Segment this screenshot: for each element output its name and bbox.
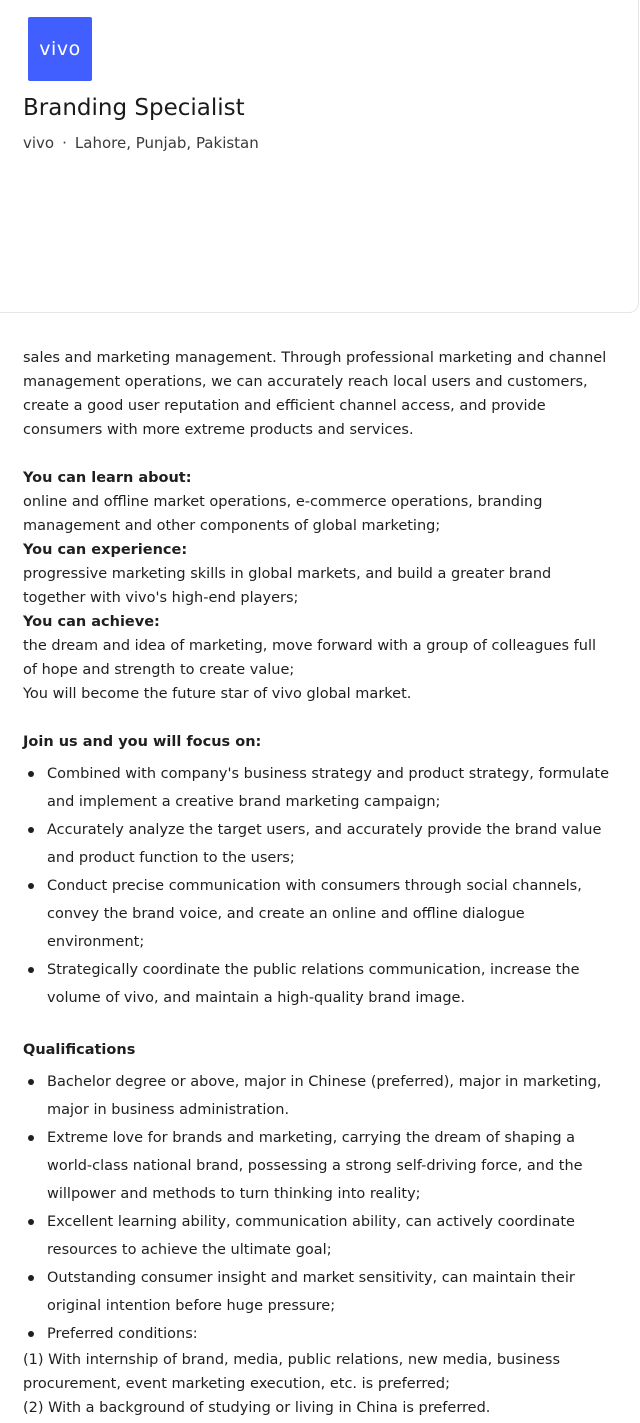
- experience-heading: You can experience:: [23, 542, 188, 558]
- list-item: Outstanding consumer insight and market sensitivity, can maintain their original intention before huge pressure;: [47, 1264, 613, 1320]
- logo-text: vivo: [39, 38, 81, 60]
- achieve-heading: You can achieve:: [23, 614, 160, 630]
- learn-heading: You can learn about:: [23, 470, 192, 486]
- job-description: [23, 346, 613, 1420]
- preferred-condition-2: (2) With a background of studying or living in China is preferred.: [23, 1400, 491, 1416]
- job-location: Lahore, Punjab, Pakistan: [74, 134, 259, 152]
- job-title: Branding Specialist: [23, 95, 245, 121]
- list-item: Bachelor degree or above, major in Chinese (preferred), major in marketing, major in business administration.: [47, 1068, 613, 1124]
- company-logo[interactable]: [28, 17, 92, 81]
- list-item: Excellent learning ability, communication ability, can actively coordinate resources to achieve the ultimate goal;: [47, 1208, 613, 1264]
- list-item: Accurately analyze the target users, and accurately provide the brand value and product function to the users;: [47, 816, 613, 872]
- list-item: Combined with company's business strategy and product strategy, formulate and implement a creative brand marketing campaign;: [47, 760, 613, 816]
- qualifications-list: [23, 1068, 613, 1348]
- focus-heading: Join us and you will focus on:: [23, 734, 262, 750]
- list-item: Strategically coordinate the public relations communication, increase the volume of vivo, and maintain a high-quality brand image.: [47, 956, 613, 1012]
- list-item: Conduct precise communication with consumers through social channels, convey the brand voice, and create an online and offline dialogue environment;: [47, 872, 613, 956]
- list-item: Preferred conditions:: [47, 1320, 613, 1348]
- achieve-text-2: You will become the future star of vivo global market.: [23, 686, 412, 702]
- job-subtitle: [23, 134, 259, 152]
- list-item: Extreme love for brands and marketing, carrying the dream of shaping a world-class national brand, possessing a strong self-driving force, and the willpower and methods to turn thinking into reality;: [47, 1124, 613, 1208]
- focus-list: [23, 760, 613, 1012]
- intro-paragraph: sales and marketing management. Through professional marketing and channel management operations, we can accurately reach local users and customers, create a good user reputation and efficient channel access, and provide consumers with more extreme products and services.: [23, 350, 607, 438]
- job-header-card: [0, 0, 639, 313]
- separator: ·: [62, 134, 67, 152]
- company-name[interactable]: vivo: [23, 134, 55, 152]
- learn-text: online and offline market operations, e-commerce operations, branding management and other components of global marketing;: [23, 494, 543, 534]
- qualifications-heading: Qualifications: [23, 1042, 136, 1058]
- achieve-text: the dream and idea of marketing, move forward with a group of colleagues full of hope and strength to create value;: [23, 638, 597, 678]
- experience-text: progressive marketing skills in global markets, and build a greater brand together with vivo's high-end players;: [23, 566, 552, 606]
- preferred-condition-1: (1) With internship of brand, media, public relations, new media, business procurement, event marketing execution, etc. is preferred;: [23, 1352, 561, 1392]
